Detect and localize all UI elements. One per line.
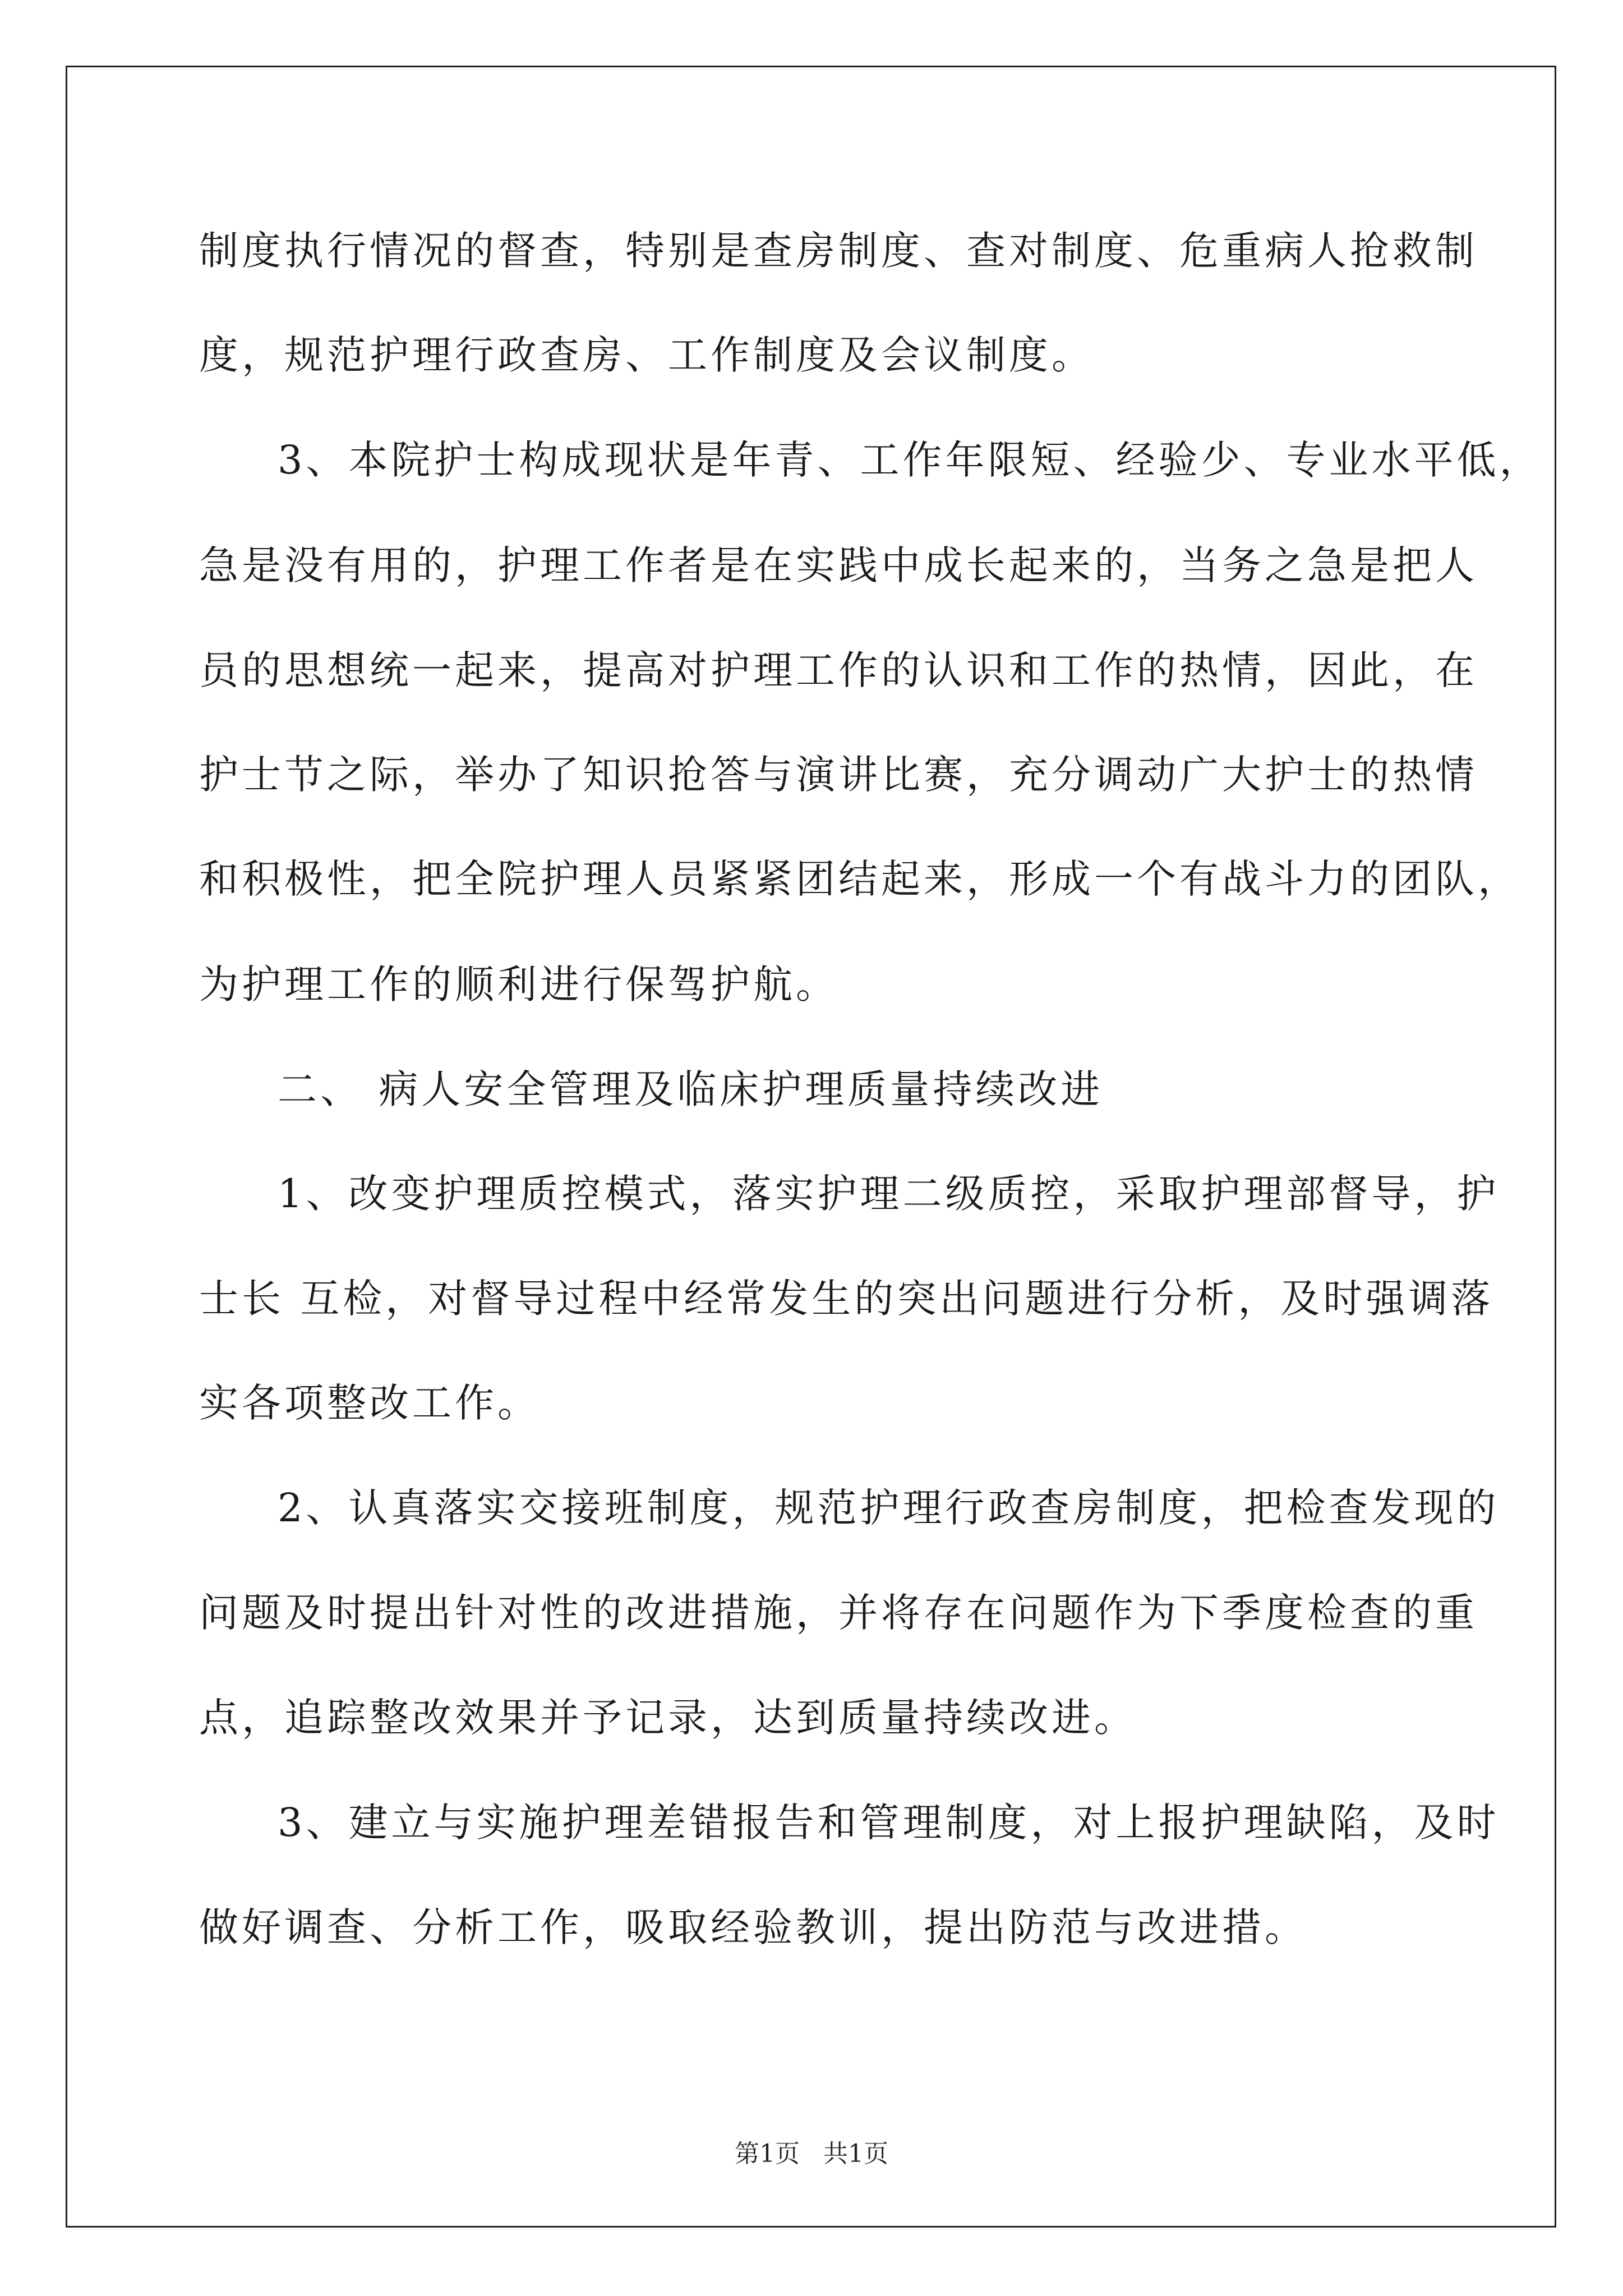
text-line: 问题及时提出针对性的改进措施，并将存在问题作为下季度检查的重 <box>199 1590 1478 1636</box>
text-line: 度，规范护理行政查房、工作制度及会议制度。 <box>199 332 1094 378</box>
text-line: 点，追踪整改效果并予记录，达到质量持续改进。 <box>199 1695 1137 1741</box>
text-line: 实各项整改工作。 <box>199 1380 540 1426</box>
text-line: 员的思想统一起来，提高对护理工作的认识和工作的热情，因此，在 <box>199 647 1478 693</box>
text-line: 急是没有用的，护理工作者是在实践中成长起来的，当务之急是把人 <box>199 542 1478 588</box>
text-line: 1、改变护理质控模式，落实护理二级质控，采取护理部督导，护 <box>278 1171 1500 1217</box>
text-line: 3、建立与实施护理差错报告和管理制度，对上报护理缺陷，及时 <box>278 1800 1500 1846</box>
text-line: 为护理工作的顺利进行保驾护航。 <box>199 961 838 1007</box>
text-line: 护士节之际，举办了知识抢答与演讲比赛，充分调动广大护士的热情 <box>199 752 1478 798</box>
text-line: 制度执行情况的督查，特别是查房制度、查对制度、危重病人抢救制 <box>199 228 1478 274</box>
text-line: 士长 互检，对督导过程中经常发生的突出问题进行分析，及时强调落 <box>199 1276 1494 1322</box>
section-heading: 二、 病人安全管理及临床护理质量持续改进 <box>278 1066 1104 1112</box>
text-line: 3、本院护士构成现状是年青、工作年限短、经验少、专业水平低， <box>278 437 1542 483</box>
page-number: 第1页 共1页 <box>735 2139 888 2168</box>
text-line: 2、认真落实交接班制度，规范护理行政查房制度，把检查发现的 <box>278 1485 1500 1531</box>
text-line: 和积极性，把全院护理人员紧紧团结起来，形成一个有战斗力的团队， <box>199 856 1520 902</box>
text-line: 做好调查、分析工作，吸取经验教训，提出防范与改进措。 <box>199 1904 1307 1950</box>
